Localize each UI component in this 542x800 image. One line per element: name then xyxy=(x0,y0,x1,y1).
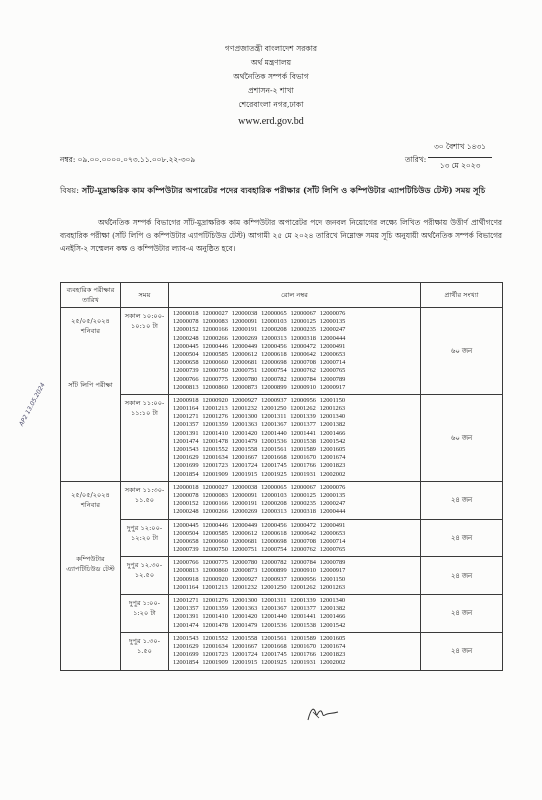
table-row xyxy=(61,557,503,595)
time-slot: সকাল ১১:০০- ১১:১০ টা xyxy=(121,394,169,481)
roll-number-line: 12000078 12000083 12000091 12000103 12000125 12000135 xyxy=(173,491,346,499)
roll-number-line: 12001164 12001213 12001232 12001250 12001262 12001263 xyxy=(173,405,346,413)
table-row xyxy=(61,632,503,670)
handwritten-note: AP2 13.05.2024 xyxy=(18,381,47,428)
roll-number-line: 12000918 12000920 12000927 12000937 12000956 12001150 xyxy=(173,575,346,583)
roll-number-line: 12000152 12000166 12000191 12000208 12000235 12000247 xyxy=(173,500,346,508)
subject-label: বিষয়: xyxy=(60,185,79,195)
roll-number-line: 12000018 12000027 12000038 12000065 12000067 12000076 xyxy=(173,483,346,491)
letterhead xyxy=(0,42,542,130)
ministry-name: অর্থ মন্ত্রণালয় xyxy=(250,58,292,67)
candidate-count: ৬০ জন xyxy=(421,308,503,395)
roll-number-line: 12000813 12000860 12000873 12000899 12000910 12000917 xyxy=(173,383,346,391)
header-time: সময় xyxy=(121,283,169,308)
roll-numbers-cell xyxy=(169,308,421,395)
exam-date: ২৫/০৫/২০২৪ xyxy=(71,490,110,499)
roll-numbers-cell xyxy=(169,557,421,595)
government-name: গণপ্রজাতন্ত্রী বাংলাদেশ সরকার xyxy=(224,44,318,53)
roll-number-line: 12001543 12001552 12001558 12001561 12001589 12001605 xyxy=(173,446,346,453)
roll-number-line: 12001164 12001213 12001232 12001250 12001262 12001263 xyxy=(173,583,346,591)
table-header-row xyxy=(61,283,503,308)
candidate-count: ২৪ জন xyxy=(421,519,503,557)
table-row xyxy=(61,595,503,633)
table-row xyxy=(61,519,503,557)
roll-number-line: 12001271 12001276 12001300 12001311 12001339 12001340 xyxy=(173,597,346,604)
roll-number-line: 12000766 12000775 12000780 12000782 12000784 12000789 xyxy=(173,559,346,567)
roll-number-line: 12000018 12000027 12000038 12000065 12000067 12000076 xyxy=(173,310,346,317)
signature-icon xyxy=(305,702,341,724)
header-candidate-count: প্রার্থীর সংখ্যা xyxy=(421,283,503,308)
roll-number-line: 12000658 12000660 12000681 12000698 12000708 12000714 xyxy=(173,537,346,545)
roll-numbers-cell xyxy=(169,632,421,670)
time-slot: দুপুর ১.৩০- ১.৫০ xyxy=(121,632,169,670)
roll-number-line: 12001357 12001359 12001363 12001367 12001377 12001382 xyxy=(173,421,346,429)
roll-number-line: 12000504 12000585 12000612 12000618 12000642 12000653 xyxy=(173,350,346,358)
roll-number-line: 12000766 12000775 12000780 12000782 12000784 12000789 xyxy=(173,375,346,383)
roll-number-line: 12001391 12001410 12001420 12001440 12001441 12001466 xyxy=(173,613,346,621)
roll-numbers-cell xyxy=(169,519,421,557)
roll-number-line: 12000739 12000750 12000751 12000754 12000762 12000765 xyxy=(173,367,346,375)
roll-number-line: 12001543 12001552 12001558 12001561 12001589 12001605 xyxy=(173,634,346,642)
exam-day: শনিবার xyxy=(81,327,100,335)
branch-name: প্রশাসন-২ শাখা xyxy=(248,86,294,95)
roll-number-line: 12000248 12000266 12000269 12000313 12000318 12000444 xyxy=(173,508,346,516)
roll-number-line: 12001699 12001723 12001724 12001745 12001766 12001823 xyxy=(173,462,346,470)
roll-numbers-cell xyxy=(169,394,421,481)
roll-number-line: 12001474 12001478 12001479 12001536 12001538 12001542 xyxy=(173,621,346,629)
header-exam-date: ব্যবহারিক পরীক্ষার তারিখ xyxy=(61,283,121,308)
roll-number-line: 12000445 12000446 12000449 12000456 12000472 12000491 xyxy=(173,521,346,529)
roll-number-line: 12000078 12000083 12000091 12000103 12000125 12000135 xyxy=(173,318,346,326)
exam-date-cell xyxy=(61,308,121,482)
office-address: শেরেবাংলা নগর,ঢাকা xyxy=(238,100,304,109)
candidate-count: ২৪ জন xyxy=(421,595,503,633)
roll-number-line: 12000739 12000750 12000751 12000754 12000762 12000765 xyxy=(173,546,346,554)
time-slot: দুপুর ১২.৩০- ১২.৫০ xyxy=(121,557,169,595)
roll-number-line: 12001474 12001478 12001479 12001536 12001538 12001542 xyxy=(173,437,346,445)
exam-type: কম্পিউটার এ্যাপটিচিউড টেস্ট xyxy=(66,554,115,573)
date-bangla-calendar: ৩০ বৈশাখ ১৪৩১ xyxy=(428,140,492,158)
body-paragraph: অর্থনৈতিক সম্পর্ক বিভাগের সাঁট-মুদ্রাক্ষরিক কাম কম্পিউটার অপারেটর পদে জনবল নিয়োগের লক্ষ্যে লিখিত পরীক্ষায় উত্তীর্ণ প্রার্থীগণের ব্যবহারিক পরীক্ষা (সাঁট লিপি ও কম্পিউটার এ্যাপটিচিউড টেস্ট) আগামী ২৫ মে ২০২৪ তারিখে নিম্নোক্ত সময় সূচি অনুযায়ী অর্থনৈতিক সম্পর্ক বিভাগের এনইসি-২ সম্মেলন কক্ষ ও কম্পিউটার ল্যাব-এ অনুষ্ঠিত হবে। xyxy=(60,218,502,254)
time-slot: সকাল ১০:০০- ১০:১০ টা xyxy=(121,308,169,395)
date-label: তারিখ: xyxy=(405,155,427,164)
time-slot: দুপুর ১২:০০- ১২:২০ টা xyxy=(121,519,169,557)
roll-number-line: 12000918 12000920 12000927 12000937 12000956 12001150 xyxy=(173,396,346,404)
exam-date: ২৫/০৫/২০২৪ xyxy=(71,317,110,325)
roll-number-line: 12001391 12001410 12001420 12001440 12001441 12001466 xyxy=(173,429,346,437)
roll-number-line: 12001271 12001276 12001300 12001311 12001339 12001340 xyxy=(173,413,346,421)
roll-number-line: 12001854 12001909 12001915 12001925 12001931 12002002 xyxy=(173,659,346,667)
candidate-count: ২৪ জন xyxy=(421,557,503,595)
exam-date-cell xyxy=(61,481,121,670)
date-gregorian: ১৩ মে ২০২৩ xyxy=(439,161,481,170)
time-slot: সকাল ১১:৩০- ১১.৫০ xyxy=(121,481,169,519)
subject-line xyxy=(60,183,500,197)
roll-number-line: 12001629 12001634 12001667 12001668 12001670 12001674 xyxy=(173,642,346,650)
table-row xyxy=(61,308,503,395)
roll-numbers-cell xyxy=(169,595,421,633)
subject-text: সাঁট-মুদ্রাক্ষরিক কাম কম্পিউটার অপারেটর পদের ব্যবহারিক পরীক্ষার (সাঁট লিপি ও কম্পিউটার এ্যাপটিচিউড টেস্ট) সময় সূচি xyxy=(81,185,486,195)
roll-number-line: 12000248 12000266 12000269 12000313 12000318 12000444 xyxy=(173,334,346,342)
roll-number-line: 12001699 12001723 12001724 12001745 12001766 12001823 xyxy=(173,651,346,659)
exam-type: সাঁট লিপি পরীক্ষা xyxy=(68,381,113,389)
header-roll-numbers: রোল নম্বর xyxy=(169,283,421,308)
roll-number-line: 12000152 12000166 12000191 12000208 12000235 12000247 xyxy=(173,326,346,334)
roll-number-line: 12001357 12001359 12001363 12001367 12001377 12001382 xyxy=(173,605,346,613)
schedule-body xyxy=(61,308,503,671)
memo-number: নম্বর: ০৯.০০.০০০০.০৭৩.১১.০০৮.২২-৩০৯ xyxy=(60,155,196,164)
division-name: অর্থনৈতিক সম্পর্ক বিভাগ xyxy=(233,72,309,81)
roll-number-line: 12000658 12000660 12000681 12000698 12000708 12000714 xyxy=(173,359,346,367)
roll-number-line: 12000445 12000446 12000449 12000456 12000472 12000491 xyxy=(173,342,346,350)
table-row xyxy=(61,481,503,519)
roll-numbers-cell xyxy=(169,481,421,519)
candidate-count: ২৪ জন xyxy=(421,632,503,670)
roll-number-line: 12000813 12000860 12000873 12000899 12000910 12000917 xyxy=(173,567,346,575)
candidate-count: ৬০ জন xyxy=(421,394,503,481)
roll-number-line: 12001629 12001634 12001667 12001668 12001670 12001674 xyxy=(173,454,346,462)
table-row xyxy=(61,394,503,481)
roll-number-line: 12000504 12000585 12000612 12000618 12000642 12000653 xyxy=(173,529,346,537)
website-link[interactable]: www.erd.gov.bd xyxy=(238,116,304,127)
candidate-count: ২৪ জন xyxy=(421,481,503,519)
date-block xyxy=(428,140,492,173)
exam-day: শনিবার xyxy=(81,500,100,509)
roll-number-line: 12001854 12001909 12001915 12001925 12001931 12002002 xyxy=(173,470,346,478)
time-slot: দুপুর ১:০০- ১:২০ টা xyxy=(121,595,169,633)
schedule-table xyxy=(60,282,503,671)
